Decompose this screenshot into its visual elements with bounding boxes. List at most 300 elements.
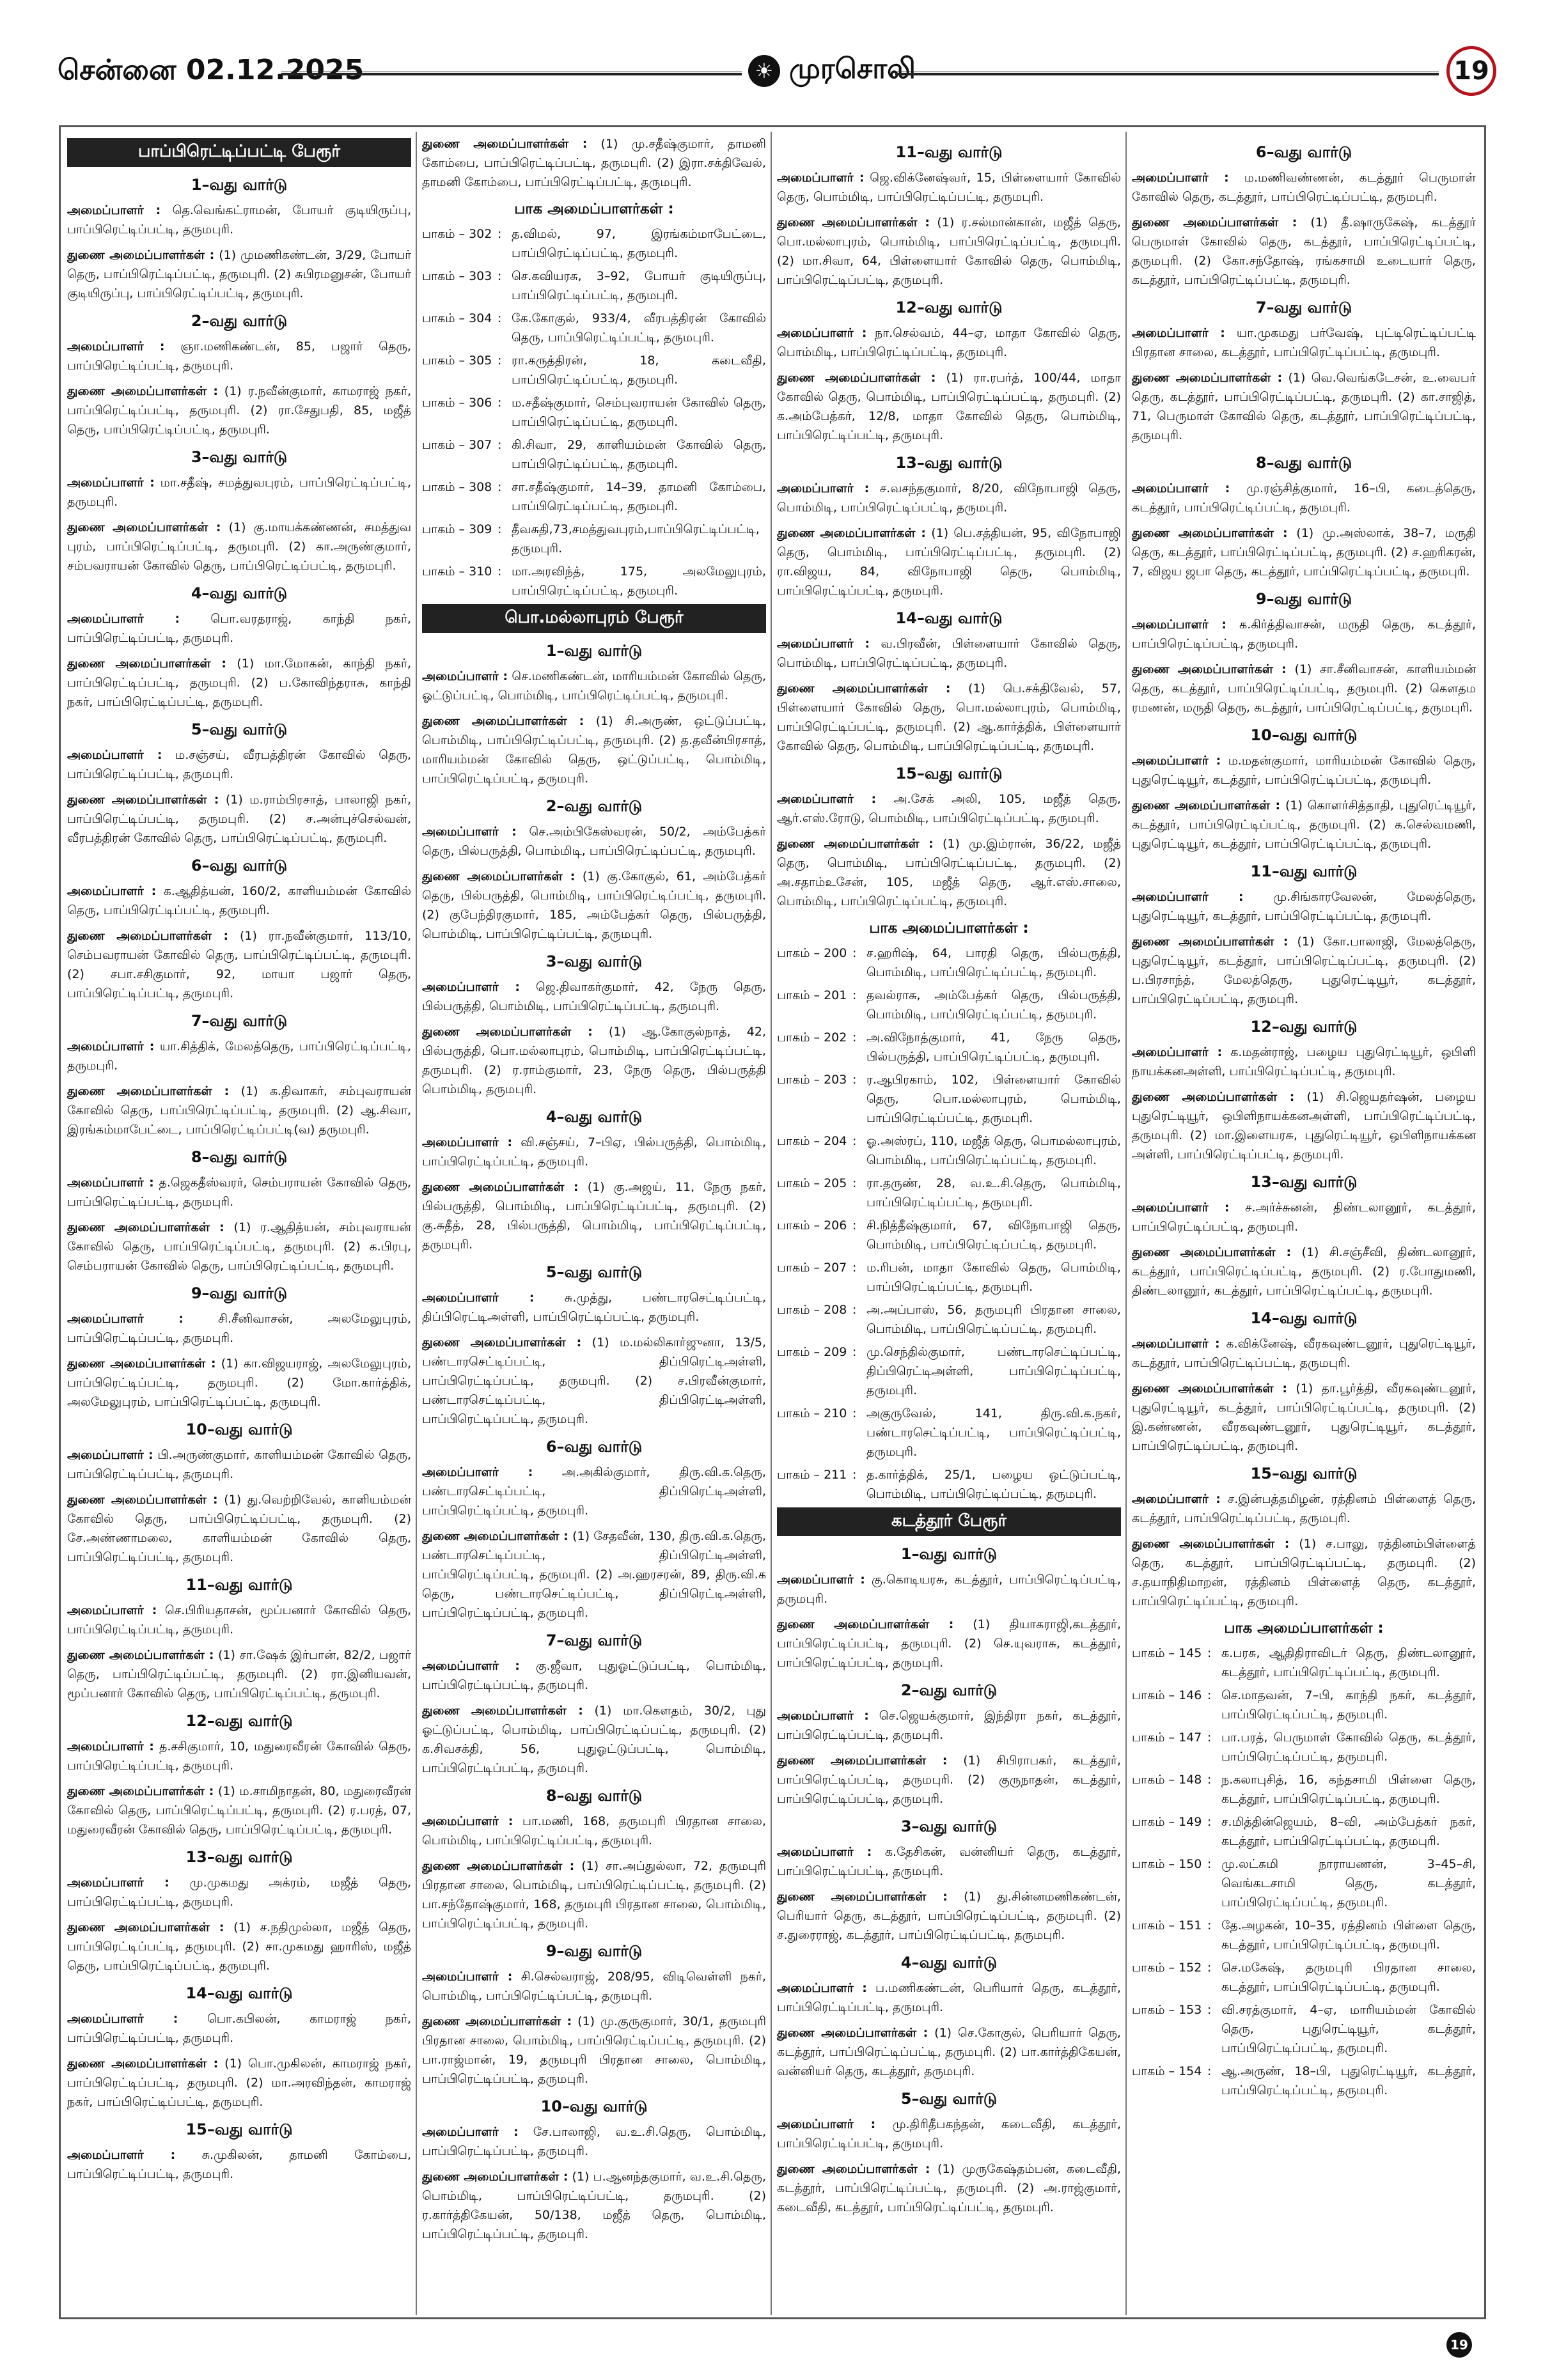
- appointee-entry: [422, 977, 766, 1016]
- ward-heading: 7–வது வார்டு: [545, 1631, 643, 1649]
- appointee-details: செ.மணிகண்டன், மாரியம்மன் கோவில் தெரு, ஓட்டுப்பட்டி, பொம்மிடி, பாப்பிரெட்டிப்பட்டி, தருமபுரி.: [422, 669, 766, 703]
- appointee-details: ம.மணிவண்ணன், கடத்தூர் பெருமாள் கோவில் தெரு, கடத்தூர், பாப்பிரெட்டிப்பட்டி, தருமபுரி.: [1132, 171, 1476, 204]
- appointee-details: (1) கொளர்சித்தாதி, புதுரெட்டியூர், கடத்தூர், பாப்பிரெட்டிப்பட்டி, தருமபுரி. (2) க.செல்வமணி, புதுரெட்டியூர், கடத்தூர், பாப்பிரெட்டிப்பட்டி, தருமபுரி.: [1132, 798, 1476, 851]
- appointee-entry: [1132, 1334, 1476, 1373]
- ward-heading: 12–வது வார்டு: [1250, 1018, 1358, 1036]
- booth-details: மு.லட்சுமி நாராயணன், 3–45–சி, வெங்கடசாமி தெரு, கடத்தூர், பாப்பிரெட்டிப்பட்டி, தருமபுரி.: [1221, 1857, 1476, 1909]
- appointee-entry: [1132, 1043, 1476, 1081]
- column-3: [777, 134, 1121, 2295]
- booth-entry: [422, 435, 766, 474]
- role-label: துணை அமைப்பாளர்கள் :: [1132, 215, 1297, 229]
- role-label: துணை அமைப்பாளர்கள் :: [67, 1493, 218, 1507]
- booth-entry: [777, 1132, 1121, 1170]
- role-label: துணை அமைப்பாளர்கள் :: [67, 657, 227, 671]
- booth-colon: :: [1207, 1688, 1212, 1702]
- booth-entry: [1132, 1728, 1476, 1766]
- ward-heading: 10–வது வார்டு: [1250, 726, 1358, 744]
- appointee-entry: [777, 323, 1121, 362]
- booth-entry: [1132, 1916, 1476, 1954]
- appointee-details: ச.வசந்தகுமார், 8/20, விநோபாஜி தெரு, பொம்மிடி, பாப்பிரெட்டிப்பட்டி, தருமபுரி.: [777, 481, 1121, 515]
- appointee-details: (1) ம.ராம்பிரசாத், பாலாஜி நகர், பாப்பிரெட்டிப்பட்டி, தருமபுரி. (2) ச.அன்புச்செல்வன், வீரபத்திரன் கோவில் தெரு, பாப்பிரெட்டிப்பட்டி, தருமபுரி.: [67, 793, 411, 845]
- appointee-entry: [422, 1812, 766, 1850]
- booth-number: பாகம் – 307: [422, 438, 492, 452]
- masthead-logo: [748, 52, 916, 89]
- booth-entry: [422, 393, 766, 432]
- paper-name: முரசொலி: [789, 52, 916, 85]
- ward-heading: 8–வது வார்டு: [191, 1148, 288, 1166]
- appointee-entry: [777, 2023, 1121, 2081]
- zone-heading: பொ.மல்லாபுரம் பேரூர்: [422, 604, 766, 633]
- ward-heading: 5–வது வார்டு: [191, 720, 288, 738]
- ward-heading: 2–வது வார்டு: [900, 1681, 998, 1699]
- booth-colon: :: [497, 269, 502, 283]
- role-label: அமைப்பாளர் :: [422, 1814, 513, 1828]
- appointee-details: (1) ர.நவீன்குமார், காமராஜ் நகர், பாப்பிரெட்டிப்பட்டி, தருமபுரி. (2) ரா.சேதுபதி, 85, மஜீத் தெரு, பாப்பிரெட்டிப்பட்டி, தருமபுரி.: [67, 384, 411, 437]
- ward-heading: 6–வது வார்டு: [1255, 143, 1352, 161]
- column-divider: [771, 132, 772, 2315]
- booth-details: செ.மகேஷ், தருமபுரி பிரதான சாலை, கடத்தூர், பாப்பிரெட்டிப்பட்டி, தருமபுரி.: [1221, 1961, 1476, 1994]
- appointee-details: (1) ச.நதிமுல்லா, மஜீத் தெரு, பாப்பிரெட்டிப்பட்டி, தருமபுரி. (2) சா.முகமது ஹாரிஸ், மஜீத் தெரு, பாப்பிரெட்டிப்பட்டி, தருமபுரி.: [67, 1920, 411, 1973]
- appointee-entry: [1132, 1379, 1476, 1456]
- booth-section-heading: பாக அமைப்பாளர்கள் :: [869, 920, 1029, 937]
- booth-details: அ.அப்பாஸ், 56, தருமபுரி பிரதான சாலை, பொம்மிடி, பாப்பிரெட்டிப்பட்டி, தருமபுரி.: [866, 1303, 1121, 1336]
- ward-heading: 13–வது வார்டு: [1250, 1173, 1358, 1191]
- role-label: துணை அமைப்பாளர்கள் :: [777, 1890, 948, 1904]
- booth-details: செ.மாதவன், 7–பி, காந்தி நகர், கடத்தூர், பாப்பிரெட்டிப்பட்டி, தருமபுரி.: [1221, 1688, 1476, 1722]
- booth-number: பாகம் – 310: [422, 564, 492, 579]
- appointee-entry: [777, 524, 1121, 600]
- ward-heading: 5–வது வார்டு: [545, 1263, 643, 1281]
- booth-colon: :: [1207, 1731, 1212, 1745]
- appointee-details: சு.முகிலன், தாமனி கோம்பை, பாப்பிரெட்டிப்பட்டி, தருமபுரி.: [67, 2148, 411, 2181]
- appointee-entry: [67, 2009, 411, 2048]
- role-label: துணை அமைப்பாளர்கள் :: [1132, 1090, 1295, 1104]
- booth-entry: [777, 1216, 1121, 1254]
- booth-number: பாகம் – 202: [777, 1031, 847, 1045]
- role-label: அமைப்பாளர் :: [777, 171, 865, 185]
- role-label: அமைப்பாளர் :: [422, 1659, 520, 1673]
- booth-colon: :: [1207, 1961, 1212, 1975]
- appointee-entry: [1132, 524, 1476, 581]
- role-label: அமைப்பாளர் :: [1132, 1492, 1221, 1506]
- appointee-entry: [67, 473, 411, 511]
- appointee-details: (1) கு.அஜய், 11, நேரு நகர், பில்பருத்தி, பொம்மிடி, பாப்பிரெட்டிப்பட்டி, தருமபுரி. (2) கு.சுதீத், 28, பில்பருத்தி, பொம்மிடி, பாப்பிரெட்டிப்பட்டி, தருமபுரி.: [422, 1180, 766, 1252]
- appointee-details: ச.இன்பத்தமிழன், ரத்தினம் பிள்ளைத் தெரு, கடத்தூர், பாப்பிரெட்டிப்பட்டி, தருமபுரி.: [1132, 1492, 1476, 1525]
- appointee-details: ஜெ.விக்னேஷ்வர், 15, பிள்ளையார் கோவில் தெரு, பொம்மிடி, பாப்பிரெட்டிப்பட்டி, தருமபுரி.: [777, 171, 1121, 204]
- rising-sun-emblem-icon: ☀: [748, 55, 780, 87]
- appointee-entry: [422, 134, 766, 192]
- ward-heading: 10–வது வார்டு: [540, 2097, 648, 2115]
- role-label: துணை அமைப்பாளர்கள் :: [422, 1529, 568, 1543]
- appointee-entry: [1132, 660, 1476, 717]
- appointee-entry: [777, 168, 1121, 206]
- role-label: துணை அமைப்பாளர்கள் :: [777, 371, 936, 385]
- ward-heading: 4–வது வார்டு: [191, 584, 288, 602]
- appointee-entry: [67, 654, 411, 712]
- role-label: துணை அமைப்பாளர்கள் :: [67, 1920, 224, 1934]
- appointee-details: (1) து.வெற்றிவேல், காளியம்மன் கோவில் தெரு, பாப்பிரெட்டிப்பட்டி, தருமபுரி. (2) சே.அண்ணாமலை, காளியம்மன் கோவில் தெரு, பாப்பிரெட்டிப்பட்டி, தருமபுரி.: [67, 1493, 411, 1564]
- role-label: துணை அமைப்பாளர்கள் :: [777, 1754, 948, 1768]
- appointee-details: (1) சி.ஜெயதர்ஷன், பழைய புதுரெட்டியூர், ஒபிளிநாயக்கனஅள்ளி, பாப்பிரெட்டிப்பட்டி, தருமபுரி. (2) மா.இளையரசு, புதுரெட்டியூர், ஒபிளிநாயக்கன அள்ளி, பாப்பிரெட்டிப்பட்டி, தருமபுரி.: [1132, 1090, 1476, 1162]
- booth-entry: [422, 224, 766, 263]
- appointee-details: (1) ம.சாமிநாதன், 80, மதுரைவீரன் கோவில் தெரு, பாப்பிரெட்டிப்பட்டி, தருமபுரி. (2) ர.பரத், 07, மதுரைவீரன் கோவில் தெரு, பாப்பிரெட்டிப்பட்டி, தருமபுரி.: [67, 1784, 411, 1837]
- booth-colon: :: [852, 1031, 857, 1045]
- appointee-entry: [1132, 1489, 1476, 1528]
- role-label: துணை அமைப்பாளர்கள் :: [422, 137, 588, 151]
- booth-entry: [777, 1300, 1121, 1339]
- booth-details: தவல்ராசு, அம்பேத்கர் தெரு, பில்பருத்தி, பொம்மிடி, பாப்பிரெட்டிப்பட்டி, தருமபுரி.: [866, 988, 1121, 1022]
- appointee-entry: [422, 867, 766, 944]
- booth-number: பாகம் – 303: [422, 269, 492, 283]
- ward-heading: 1–வது வார்டு: [900, 1545, 998, 1563]
- appointee-entry: [67, 518, 411, 575]
- booth-colon: :: [852, 1406, 857, 1420]
- footer-page-number: 19: [1446, 2332, 1472, 2358]
- ward-heading: 14–வது வார்டு: [895, 609, 1003, 627]
- role-label: துணை அமைப்பாளர்கள் :: [422, 1025, 593, 1039]
- appointee-details: (1) தீ.ஷாருகேஷ், கடத்தூர் பெருமாள் கோவில் தெரு, கடத்தூர், பாப்பிரெட்டிப்பட்டி, தருமபுரி. (2) கோ.சந்தோஷ், ரங்கசாமி உடையார் தெரு, கடத்தூர், பாப்பிரெட்டிப்பட்டி, தருமபுரி.: [1132, 215, 1476, 287]
- appointee-entry: [1132, 479, 1476, 517]
- appointee-details: மு.சிங்காரவேலன், மேலத்தெரு, புதுரெட்டியூர், கடத்தூர், பாப்பிரெட்டிப்பட்டி, தருமபுரி.: [1132, 890, 1476, 923]
- booth-number: பாகம் – 149: [1132, 1815, 1202, 1829]
- appointee-entry: [67, 745, 411, 784]
- appointee-details: (1) பெ.சக்திவேல், 57, பிள்ளையார் கோவில் தெரு, பொ.மல்லாபுரம், பொம்மிடி, பாப்பிரெட்டிப்பட்டி, தருமபுரி. (2) ஆ.கார்த்திக், பிள்ளையார் கோவில் தெரு, பொம்மிடி, பாப்பிரெட்டிப்பட்டி, தருமபுரி.: [777, 681, 1121, 753]
- appointee-entry: [67, 337, 411, 375]
- ward-heading: 7–வது வார்டு: [191, 1012, 288, 1030]
- role-label: துணை அமைப்பாளர்கள் :: [422, 1335, 582, 1349]
- booth-number: பாகம் – 201: [777, 988, 847, 1002]
- appointee-entry: [67, 1490, 411, 1567]
- booth-colon: :: [1207, 2003, 1212, 2017]
- booth-entry: [777, 1028, 1121, 1066]
- booth-entry: [777, 1342, 1121, 1400]
- booth-colon: :: [497, 311, 502, 325]
- role-label: துணை அமைப்பாளர்கள் :: [1132, 798, 1281, 813]
- role-label: அமைப்பாளர் :: [777, 637, 870, 651]
- appointee-entry: [422, 1288, 766, 1326]
- appointee-entry: [1132, 1087, 1476, 1164]
- role-label: அமைப்பாளர் :: [777, 1981, 867, 1995]
- appointee-details: செ.அம்பிகேஸ்வரன், 50/2, அம்பேத்கர் தெரு, பில்பருத்தி, பொம்மிடி, பாப்பிரெட்டிப்பட்டி, தருமபுரி.: [422, 825, 766, 858]
- appointee-entry: [777, 368, 1121, 445]
- appointee-entry: [777, 213, 1121, 290]
- appointee-entry: [1132, 368, 1476, 445]
- appointee-entry: [422, 1527, 766, 1622]
- booth-colon: :: [497, 354, 502, 368]
- booth-entry: [422, 267, 766, 305]
- appointee-entry: [67, 609, 411, 648]
- appointee-details: க.தேசிகன், வன்னியர் தெரு, கடத்தூர், பாப்பிரெட்டிப்பட்டி, தருமபுரி.: [777, 1845, 1121, 1878]
- ward-heading: 3–வது வார்டு: [545, 953, 643, 970]
- booth-entry: [422, 562, 766, 600]
- booth-entry: [777, 1258, 1121, 1296]
- appointee-details: (1) தியாகராஜி,கடத்தூர், பாப்பிரெட்டிப்பட்டி, தருமபுரி. (2) செ.யுவராசு, கடத்தூர், பாப்பிரெட்டிப்பட்டி, தருமபுரி.: [777, 1617, 1121, 1670]
- role-label: அமைப்பாளர் :: [1132, 618, 1226, 632]
- booth-colon: :: [1207, 1815, 1212, 1829]
- booth-details: ரா.கருத்திரன், 18, கடைவீதி, பாப்பிரெட்டிப்பட்டி, தருமபுரி.: [512, 354, 766, 387]
- booth-entry: [777, 986, 1121, 1024]
- booth-number: பாகம் – 208: [777, 1303, 847, 1317]
- appointee-entry: [1132, 1243, 1476, 1300]
- ward-heading: 12–வது வார்டு: [185, 1712, 293, 1730]
- appointee-details: (1) ப.ஆனந்தகுமார், வ.உ.சி.தெரு, பொம்மிடி, பாப்பிரெட்டிப்பட்டி, தருமபுரி. (2) ர.கார்த்திகேயன், 50/138, மஜீத் தெரு, பொம்மிடி, பாப்பிரெட்டிப்பட்டி, தருமபுரி.: [422, 2170, 766, 2241]
- appointee-details: (1) ரா.நவீன்குமார், 113/10, செம்பவராயன் கோவில் தெரு, பாப்பிரெட்டிப்பட்டி, தருமபுரி. (2) சபா.சசிகுமார், 92, மாயா பஜார் தெரு, பாப்பிரெட்டிப்பட்டி, தருமபுரி.: [67, 929, 411, 1000]
- booth-entry: [422, 478, 766, 516]
- booth-number: பாகம் – 210: [777, 1406, 847, 1420]
- appointee-entry: [422, 1701, 766, 1778]
- appointee-details: கு.ஜீவா, புதுஓட்டுப்பட்டி, பொம்மிடி, பாப்பிரெட்டிப்பட்டி, தருமபுரி.: [422, 1659, 766, 1692]
- appointee-details: பி.அருண்குமார், காளியம்மன் கோவில் தெரு, பாப்பிரெட்டிப்பட்டி, தருமபுரி.: [67, 1448, 411, 1481]
- role-label: துணை அமைப்பாளர்கள் :: [777, 681, 951, 696]
- booth-details: தீவசுதி,73,சமத்துவபுரம்,பாப்பிரெட்டிப்பட்டி, தருமபுரி.: [512, 522, 760, 556]
- appointee-entry: [1132, 1198, 1476, 1236]
- appointee-entry: [777, 1979, 1121, 2017]
- appointee-details: (1) மு.குருகுமார், 30/1, தருமபுரி பிரதான சாலை, பொம்மிடி, பாப்பிரெட்டிப்பட்டி, தருமபுரி. (2) பா.ராஜ்மான், 19, தருமபுரி பிரதான சாலை, பொம்மிடி, பாப்பிரெட்டிப்பட்டி, தருமபுரி.: [422, 2014, 766, 2086]
- appointee-entry: [422, 1463, 766, 1520]
- appointee-details: த.சசிகுமார், 10, மதுரைவீரன் கோவில் தெரு, பாப்பிரெட்டிப்பட்டி, தருமபுரி.: [67, 1739, 411, 1773]
- role-label: துணை அமைப்பாளர்கள் :: [1132, 1537, 1290, 1551]
- appointee-details: க.விக்னேஷ், வீரகவுண்டனூர், புதுரெட்டியூர், கடத்தூர், பாப்பிரெட்டிப்பட்டி, தருமபுரி.: [1132, 1337, 1476, 1370]
- appointee-entry: [67, 1918, 411, 1975]
- appointee-entry: [777, 2115, 1121, 2153]
- booth-colon: :: [852, 1176, 857, 1190]
- role-label: துணை அமைப்பாளர்கள் :: [67, 929, 229, 943]
- booth-entry: [1132, 1855, 1476, 1912]
- appointee-entry: [67, 1037, 411, 1075]
- booth-colon: :: [852, 1261, 857, 1275]
- appointee-details: (1) செ.கோகுல், பெரியார் தெரு, கடத்தூர், பாப்பிரெட்டிப்பட்டி, தருமபுரி. (2) பா.கார்த்திகேயன், வன்னியர் தெரு, கடத்தூர், தருமபுரி.: [777, 2026, 1121, 2078]
- booth-entry: [777, 944, 1121, 982]
- role-label: துணை அமைப்பாளர்கள் :: [777, 837, 934, 851]
- booth-number: பாகம் – 302: [422, 227, 492, 241]
- page-number-badge: 19: [1446, 46, 1496, 96]
- booth-entry: [777, 1174, 1121, 1212]
- appointee-entry: [777, 1615, 1121, 1672]
- role-label: அமைப்பாளர் :: [1132, 1337, 1220, 1351]
- ward-heading: 7–வது வார்டு: [1255, 299, 1352, 316]
- appointee-entry: [67, 2145, 411, 2184]
- appointee-details: (1) க.திவாகர், சம்புவராயன் கோவில் தெரு, பாப்பிரெட்டிப்பட்டி, தருமபுரி. (2) ஆ.சிவா, இரங்கம்மாபேட்டை, பாப்பிரெட்டிப்பட்டி(வ) தருமபுரி.: [67, 1084, 411, 1137]
- appointee-details: (1) மா.மோகன், காந்தி நகர், பாப்பிரெட்டிப்பட்டி, தருமபுரி. (2) ப.கோவிந்தராசு, காந்தி நகர், பாப்பிரெட்டிப்பட்டி, தருமபுரி.: [67, 657, 411, 709]
- role-label: அமைப்பாளர் :: [422, 825, 517, 839]
- role-label: துணை அமைப்பாளர்கள் :: [67, 1220, 224, 1234]
- ward-heading: 5–வது வார்டு: [900, 2090, 998, 2108]
- role-label: அமைப்பாளர் :: [67, 884, 157, 898]
- booth-details: த.விமல், 97, இரங்கம்மாபேட்டை, பாப்பிரெட்டிப்பட்டி, தருமபுரி.: [512, 227, 766, 260]
- booth-details: சா.சதீஷ்குமார், 14–39, தாமனி கோம்பை, பாப்பிரெட்டிப்பட்டி, தருமபுரி.: [512, 480, 766, 513]
- appointee-entry: [1132, 932, 1476, 1009]
- appointee-details: பொ.வரதராஜ், காந்தி நகர், பாப்பிரெட்டிப்பட்டி, தருமபுரி.: [67, 612, 411, 645]
- appointee-entry: [67, 2054, 411, 2112]
- role-label: துணை அமைப்பாளர்கள் :: [1132, 526, 1288, 540]
- appointee-entry: [777, 2159, 1121, 2217]
- role-label: அமைப்பாளர் :: [777, 2117, 876, 2131]
- booth-entry: [422, 520, 766, 558]
- role-label: துணை அமைப்பாளர்கள் :: [1132, 1245, 1292, 1259]
- appointee-details: ப.மணிகண்டன், பெரியார் தெரு, கடத்தூர், பாப்பிரெட்டிப்பட்டி, தருமபுரி.: [777, 1981, 1121, 2014]
- role-label: துணை அமைப்பாளர்கள் :: [422, 714, 584, 728]
- appointee-entry: [777, 834, 1121, 911]
- booth-number: பாகம் – 209: [777, 1345, 847, 1359]
- appointee-details: அ.அகில்குமார், திரு.வி.க.தெரு, பண்டாரசெட்டிப்பட்டி, திப்பிரெட்டிஅள்ளி, பாப்பிரெட்டிப்பட்டி, தருமபுரி.: [422, 1465, 766, 1518]
- role-label: அமைப்பாளர் :: [777, 1709, 869, 1723]
- appointee-entry: [777, 1706, 1121, 1745]
- appointee-entry: [777, 789, 1121, 828]
- booth-colon: :: [852, 1134, 857, 1148]
- appointee-details: மு.திரிதீபகந்தன், கடைவீதி, கடத்தூர், பாப்பிரெட்டிப்பட்டி, தருமபுரி.: [777, 2117, 1121, 2151]
- booth-entry: [777, 1070, 1121, 1128]
- booth-details: ச.ஹரிஷ், 64, பாரதி தெரு, பில்பருத்தி, பொம்மிடி, பாப்பிரெட்டிப்பட்டி, தருமபுரி.: [866, 946, 1121, 979]
- ward-heading: 13–வது வார்டு: [895, 454, 1003, 472]
- appointee-details: (1) ம.மல்லிகார்ஜுனா, 13/5, பண்டாரசெட்டிப்பட்டி, திப்பிரெட்டிஅள்ளி, பாப்பிரெட்டிப்பட்டி, தருமபுரி. (2) ச.பிரவீன்குமார், பண்டாரசெட்டிப்பட்டி, திப்பிரெட்டிஅள்ளி, பாப்பிரெட்டிப்பட்டி, தருமபுரி.: [422, 1335, 766, 1426]
- appointee-details: நா.செல்வம், 44–ஏ, மாதா கோவில் தெரு, பொம்மிடி, பாப்பிரெட்டிப்பட்டி, தருமபுரி.: [777, 326, 1121, 359]
- appointee-details: மு.ரஞ்சித்குமார், 16–பி, கடைத்தெரு, கடத்தூர், பாப்பிரெட்டிப்பட்டி, தருமபுரி.: [1132, 481, 1476, 515]
- ward-heading: 15–வது வார்டு: [895, 765, 1003, 782]
- appointee-details: (1) சிபிராபகர், கடத்தூர், பாப்பிரெட்டிப்பட்டி, தருமபுரி. (2) குருநாதன், கடத்தூர், பாப்பிரெட்டிப்பட்டி, தருமபுரி.: [777, 1754, 1121, 1806]
- appointee-entry: [67, 882, 411, 920]
- ward-heading: 3–வது வார்டு: [191, 448, 288, 466]
- booth-colon: :: [852, 1218, 857, 1233]
- role-label: துணை அமைப்பாளர்கள் :: [67, 793, 219, 807]
- appointee-entry: [67, 1601, 411, 1639]
- booth-number: பாகம் – 205: [777, 1176, 847, 1190]
- booth-section-heading: பாக அமைப்பாளர்கள் :: [1224, 1620, 1384, 1637]
- appointee-details: யா.முகமது பர்வேஷ், புட்டிரெட்டிப்பட்டி பிரதான சாலை, கடத்தூர், பாப்பிரெட்டிப்பட்டி, தருமபுரி.: [1132, 326, 1476, 359]
- role-label: துணை அமைப்பாளர்கள் :: [422, 2014, 572, 2028]
- booth-number: பாகம் – 200: [777, 946, 847, 960]
- booth-number: பாகம் – 148: [1132, 1773, 1202, 1787]
- appointee-entry: [1132, 323, 1476, 362]
- booth-colon: :: [1207, 1918, 1212, 1933]
- appointee-entry: [67, 245, 411, 303]
- appointee-details: சே.பாலாஜி, வ.உ.சி.தெரு, பொம்மிடி, பாப்பிரெட்டிப்பட்டி, தருமபுரி.: [422, 2125, 766, 2158]
- booth-details: மு.செந்தில்குமார், பண்டாரசெட்டிப்பட்டி, திப்பிரெட்டிஅள்ளி, பாப்பிரெட்டிப்பட்டி, தருமபுரி.: [866, 1345, 1121, 1397]
- role-label: துணை அமைப்பாளர்கள் :: [777, 1617, 954, 1631]
- appointee-details: ம.மதன்குமார், மாரியம்மன் கோவில் தெரு, புதுரெட்டியூர், கடத்தூர், பாப்பிரெட்டிப்பட்டி, தருமபுரி.: [1132, 754, 1476, 787]
- role-label: அமைப்பாளர் :: [67, 203, 161, 217]
- appointee-details: (1) கா.விஜயராஜ், அலமேலுபுரம், பாப்பிரெட்டிப்பட்டி, தருமபுரி. (2) மோ.கார்த்திக், அலமேலுபுரம், பாப்பிரெட்டிப்பட்டி, தருமபுரி.: [67, 1357, 411, 1409]
- ward-heading: 13–வது வார்டு: [185, 1848, 293, 1866]
- booth-number: பாகம் – 211: [777, 1468, 847, 1482]
- booth-number: பாகம் – 145: [1132, 1646, 1202, 1660]
- appointee-entry: [422, 1856, 766, 1933]
- appointee-details: (1) பெ.சத்தியன், 95, விநோபாஜி தெரு, பொம்மிடி, பாப்பிரெட்டிப்பட்டி, தருமபுரி. (2) ரா.விஜய, 84, விநோபாஜி தெரு, பொம்மிடி, பாப்பிரெட்டிப்பட்டி, தருமபுரி.: [777, 526, 1121, 598]
- edition-date: சென்னை 02.12.2025: [58, 54, 364, 86]
- appointee-entry: [422, 712, 766, 788]
- role-label: துணை அமைப்பாளர்கள் :: [777, 526, 926, 540]
- appointee-entry: [422, 1656, 766, 1695]
- booth-details: ர.ஆபிரகாம், 102, பிள்ளையார் கோவில் தெரு, பொ.மல்லாபுரம், பொம்மிடி, பாப்பிரெட்டிப்பட்டி, தருமபுரி.: [866, 1073, 1121, 1125]
- appointee-entry: [777, 679, 1121, 756]
- booth-number: பாகம் – 204: [777, 1134, 847, 1148]
- booth-details: ரா.தருண், 28, வ.உ.சி.தெரு, பொம்மிடி, பாப்பிரெட்டிப்பட்டி, தருமபுரி.: [866, 1176, 1121, 1209]
- booth-colon: :: [1207, 1646, 1212, 1660]
- appointee-entry: [422, 1967, 766, 2005]
- role-label: அமைப்பாளர் :: [1132, 754, 1221, 768]
- booth-number: பாகம் – 152: [1132, 1961, 1202, 1975]
- appointee-entry: [67, 1645, 411, 1703]
- role-label: அமைப்பாளர் :: [67, 1603, 157, 1617]
- ward-heading: 1–வது வார்டு: [191, 176, 288, 194]
- zone-heading: பாப்பிரெட்டிப்பட்டி பேரூர்: [67, 138, 411, 167]
- appointee-details: (1) கு.மாயக்கண்ணன், சமத்துவ புரம், பாப்பிரெட்டிப்பட்டி, தருமபுரி. (2) கா.அருண்குமார், சம்பவராயன் கோவில் தெரு, பாப்பிரெட்டிப்பட்டி, தருமபுரி.: [67, 520, 411, 573]
- role-label: அமைப்பாளர் :: [777, 326, 867, 340]
- booth-number: பாகம் – 308: [422, 480, 492, 494]
- appointee-details: (1) மு.இம்ரான், 36/22, மஜீத் தெரு, பொம்மிடி, பாப்பிரெட்டிப்பட்டி, தருமபுரி. (2) அ.சதாம்உசேன், 105, மஜீத் தெரு, ஆர்.எஸ்.சாலை, பொம்மிடி, பாப்பிரெட்டிப்பட்டி, தருமபுரி.: [777, 837, 1121, 908]
- role-label: அமைப்பாளர் :: [422, 2125, 519, 2139]
- booth-details: த.கார்த்திக், 25/1, பழைய ஒட்டுப்பட்டி, பொம்மிடி, பாப்பிரெட்டிப்பட்டி, தருமபுரி.: [866, 1468, 1121, 1501]
- role-label: அமைப்பாளர் :: [422, 1465, 533, 1479]
- appointee-details: ச.அர்ச்சுனன், திண்டலானூர், கடத்தூர், பாப்பிரெட்டிப்பட்டி, தருமபுரி.: [1132, 1201, 1476, 1234]
- booth-entry: [777, 1465, 1121, 1504]
- appointee-entry: [777, 1887, 1121, 1945]
- booth-colon: :: [852, 1303, 857, 1317]
- appointee-entry: [422, 2167, 766, 2244]
- booth-number: பாகம் – 203: [777, 1073, 847, 1087]
- booth-entry: [1132, 1770, 1476, 1808]
- role-label: துணை அமைப்பாளர்கள் :: [67, 248, 215, 262]
- ward-heading: 10–வது வார்டு: [185, 1420, 293, 1438]
- role-label: துணை அமைப்பாளர்கள் :: [422, 1704, 583, 1718]
- role-label: அமைப்பாளர் :: [67, 748, 162, 762]
- appointee-entry: [67, 926, 411, 1003]
- role-label: துணை அமைப்பாளர்கள் :: [67, 384, 218, 398]
- zone-heading: கடத்தூர் பேரூர்: [777, 1507, 1121, 1536]
- booth-entry: [1132, 2000, 1476, 2058]
- booth-details: பா.பரத், பெருமாள் கோவில் தெரு, கடத்தூர், பாப்பிரெட்டிப்பட்டி, தருமபுரி.: [1221, 1731, 1476, 1764]
- ward-heading: 9–வது வார்டு: [545, 1942, 643, 1960]
- column-2: [422, 134, 766, 2295]
- booth-colon: :: [497, 522, 502, 536]
- appointee-entry: [422, 822, 766, 860]
- booth-colon: :: [852, 1345, 857, 1359]
- role-label: அமைப்பாளர் :: [777, 792, 877, 806]
- appointee-details: (1) ஆ.கோகுல்நாத், 42, பில்பருத்தி, பொ.மல்லாபுரம், பொம்மிடி, பாப்பிரெட்டிப்பட்டி, தருமபுரி. (2) ர.ராம்குமார், 23, நேரு தெரு, பில்பருத்தி பொம்மிடி, தருமபுரி.: [422, 1025, 766, 1096]
- appointee-details: க.மதன்ராஜ், பழைய புதுரெட்டியூர், ஒபிளி நாயக்கனஅள்ளி, பாப்பிரெட்டிப்பட்டி, தருமபுரி.: [1132, 1045, 1476, 1078]
- booth-colon: :: [852, 1468, 857, 1482]
- booth-number: பாகம் – 304: [422, 311, 492, 325]
- ward-heading: 14–வது வார்டு: [1250, 1309, 1358, 1327]
- appointee-entry: [422, 2122, 766, 2161]
- appointee-entry: [67, 1737, 411, 1775]
- booth-details: ம.ரிபன், மாதா கோவில் தெரு, பொம்மிடி, பாப்பிரெட்டிப்பட்டி, தருமபுரி.: [866, 1261, 1121, 1294]
- appointee-details: (1) மா.கௌதம், 30/2, புது ஓட்டுப்பட்டி, பொம்மிடி, பாப்பிரெட்டிப்பட்டி, தருமபுரி. (2) க.சிவசக்தி, 56, புதுஓட்டுப்பட்டி, பொம்மிடி, பாப்பிரெட்டிப்பட்டி, தருமபுரி.: [422, 1704, 766, 1775]
- appointee-details: சு.முத்து, பண்டாரசெட்டிப்பட்டி, திப்பிரெட்டிஅள்ளி, பாப்பிரெட்டிப்பட்டி, தருமபுரி.: [422, 1291, 766, 1324]
- appointee-entry: [422, 1178, 766, 1254]
- ward-heading: 15–வது வார்டு: [1250, 1465, 1358, 1482]
- ward-heading: 11–வது வார்டு: [1250, 862, 1358, 880]
- booth-number: பாகம் – 154: [1132, 2064, 1202, 2078]
- appointee-details: (1) வெ.வெங்கடேசன், உ.வைபர் தெரு, கடத்தூர், பாப்பிரெட்டிப்பட்டி, தருமபுரி. (2) கா.சாஜித், 71, பெருமாள் கோவில் தெரு, கடத்தூர், பாப்பிரெட்டிப்பட்டி, தருமபுரி.: [1132, 371, 1476, 442]
- role-label: அமைப்பாளர் :: [67, 2012, 178, 2026]
- ward-heading: 2–வது வார்டு: [545, 797, 643, 815]
- booth-details: வி.சரத்குமார், 4–ஏ, மாரியம்மன் கோவில் தெரு, புதுரெட்டியூர், கடத்தூர், பாப்பிரெட்டிப்பட்டி, தருமபுரி.: [1221, 2003, 1476, 2055]
- role-label: அமைப்பாளர் :: [67, 1876, 169, 1890]
- ward-heading: 6–வது வார்டு: [191, 857, 288, 875]
- booth-details: அ.விநோத்குமார், 41, நேரு தெரு, பில்பருத்தி, பாப்பிரெட்டிப்பட்டி, தருமபுரி.: [866, 1031, 1121, 1064]
- role-label: அமைப்பாளர் :: [422, 1291, 535, 1305]
- appointee-details: (1) கு.கோகுல், 61, அம்பேத்கர் தெரு, பில்பருத்தி, பொம்மிடி, பாப்பிரெட்டிப்பட்டி, தருமபுரி. (2) குபேந்திரகுமார், 185, அம்பேத்கர் தெரு, பில்பருத்தி, பொம்மிடி, பாப்பிரெட்டிப்பட்டி, தருமபுரி.: [422, 869, 766, 941]
- appointee-details: மா.சதீஷ், சமத்துவபுரம், பாப்பிரெட்டிப்பட்டி, தருமபுரி.: [67, 476, 411, 509]
- role-label: அமைப்பாளர் :: [67, 339, 165, 354]
- role-label: துணை அமைப்பாளர்கள் :: [777, 2026, 928, 2040]
- booth-details: சி.நித்தீஷ்குமார், 67, விநோபாஜி தெரு, பொம்மிடி, பாப்பிரெட்டிப்பட்டி, தருமபுரி.: [866, 1218, 1121, 1252]
- ward-heading: 8–வது வார்டு: [545, 1787, 643, 1805]
- appointee-details: (1) பொ.முகிலன், காமராஜ் நகர், பாப்பிரெட்டிப்பட்டி, தருமபுரி. (2) மா.அரவிந்தன், காமராஜ் நகர், பாப்பிரெட்டிப்பட்டி, தருமபுரி.: [67, 2057, 411, 2109]
- appointee-entry: [67, 790, 411, 848]
- appointee-entry: [422, 2012, 766, 2088]
- appointee-details: ம.சஞ்சய், வீரபத்திரன் கோவில் தெரு, பாப்பிரெட்டிப்பட்டி, தருமபுரி.: [67, 748, 411, 781]
